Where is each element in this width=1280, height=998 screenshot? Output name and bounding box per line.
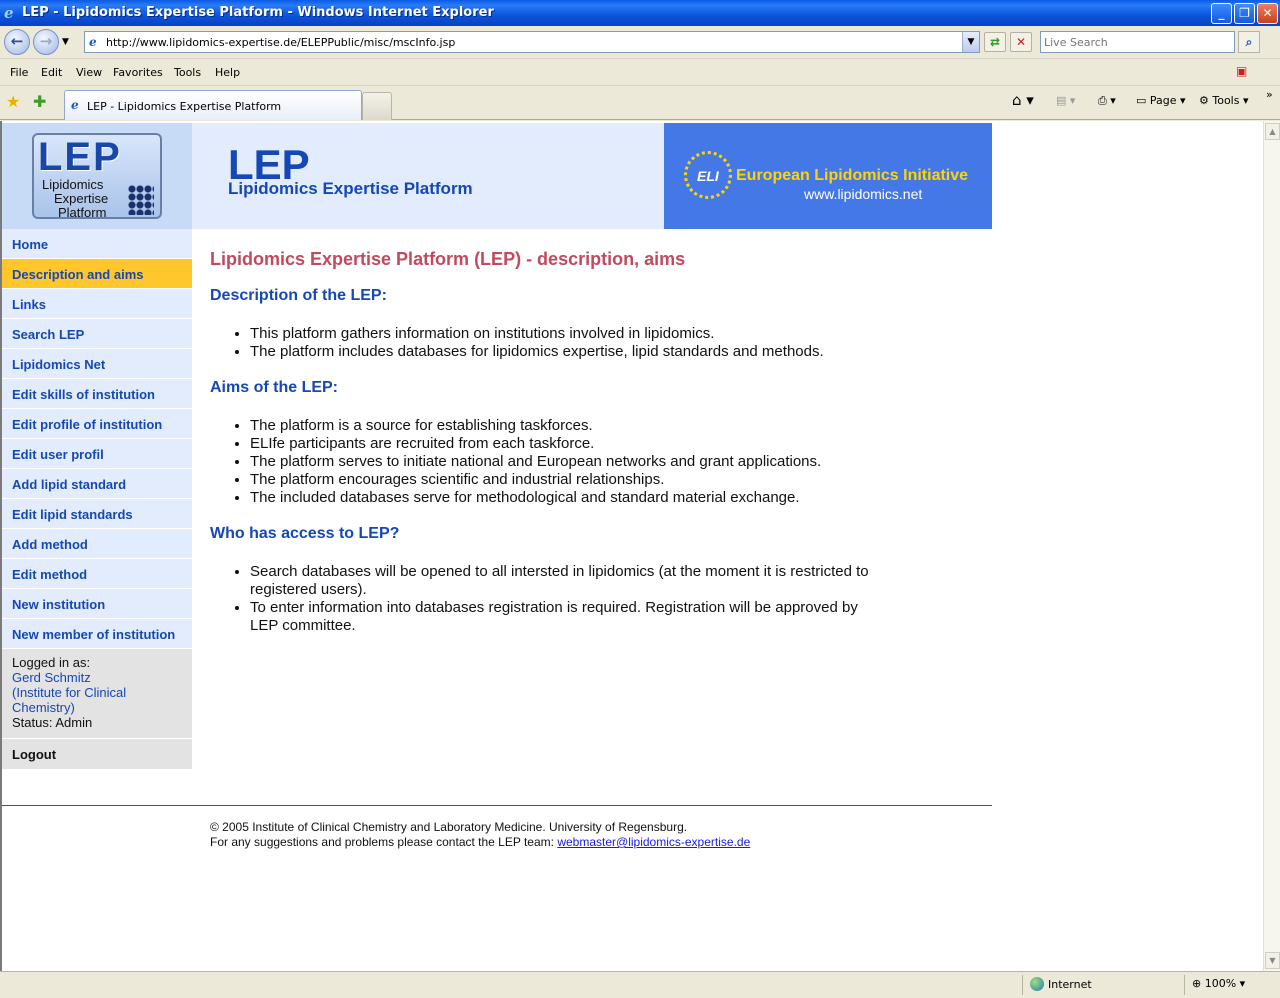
login-label: Logged in as:: [12, 655, 91, 670]
list-item: • The platform includes databases for lipidomics expertise, lipid standards and methods.: [250, 343, 890, 361]
sidebar-item-links[interactable]: Links: [2, 289, 192, 319]
window-title-bar: [0, 0, 1280, 26]
list-item: • The included databases serve for methodological and standard material exchange.: [250, 489, 890, 507]
status-separator: [1184, 975, 1185, 995]
sidebar-item-description-and-aims[interactable]: Description and aims: [2, 259, 192, 289]
sidebar-item-new-member[interactable]: New member of institution: [2, 619, 192, 649]
sidebar-item-home[interactable]: Home: [2, 229, 192, 259]
logout-link[interactable]: Logout: [2, 739, 192, 769]
menu-tools[interactable]: Tools: [174, 66, 202, 79]
sidebar-item-edit-user-profil[interactable]: Edit user profil: [2, 439, 192, 469]
toolbar-overflow-icon[interactable]: »: [1266, 88, 1273, 101]
logo-line3: Platform: [58, 205, 107, 220]
sidebar-item-edit-lipid-standards[interactable]: Edit lipid standards: [2, 499, 192, 529]
sidebar-item-edit-method[interactable]: Edit method: [2, 559, 192, 589]
menu-view[interactable]: View: [76, 66, 103, 79]
internet-globe-icon: [1030, 977, 1044, 991]
close-button[interactable]: ✕: [1257, 3, 1278, 24]
sidebar-item-new-institution[interactable]: New institution: [2, 589, 192, 619]
sidebar-item-lipidomics-net[interactable]: Lipidomics Net: [2, 349, 192, 379]
address-dropdown-icon[interactable]: ▼: [962, 32, 979, 52]
list-item: • This platform gathers information on institutions involved in lipidomics.: [250, 325, 890, 343]
section-heading-aims: Aims of the LEP:: [210, 379, 339, 396]
eli-emblem-text: ELI: [697, 168, 719, 184]
favorites-star-icon[interactable]: ★: [6, 92, 21, 111]
login-institute-line2[interactable]: Chemistry): [12, 700, 75, 715]
sidebar-item-search-lep[interactable]: Search LEP: [2, 319, 192, 349]
address-field[interactable]: [84, 31, 980, 53]
footer-contact-text: For any suggestions and problems please contact the LEP team:: [210, 835, 554, 849]
menu-bar: [0, 60, 1280, 86]
print-icon[interactable]: ⎙ ▾: [1098, 94, 1116, 107]
feeds-icon[interactable]: ▤ ▾: [1056, 94, 1076, 107]
lipid-molecules-icon: [128, 185, 154, 215]
recent-pages-dropdown-icon[interactable]: ▼: [62, 37, 69, 47]
page-menu-label: Page: [1149, 94, 1177, 107]
page-icon: e: [89, 35, 97, 49]
tab-active[interactable]: [64, 90, 362, 120]
login-status: Status: Admin: [12, 715, 93, 730]
back-arrow-icon: ←: [10, 32, 24, 50]
maximize-button[interactable]: ❐: [1234, 3, 1255, 24]
eli-url: www.lipidomics.net: [804, 186, 923, 202]
sidebar-item-add-method[interactable]: Add method: [2, 529, 192, 559]
page-menu-button[interactable]: ▭ Page ▾: [1136, 94, 1186, 107]
window-title: LEP - Lipidomics Expertise Platform - Windows Internet Explorer: [22, 5, 494, 20]
login-info: [2, 649, 192, 739]
sidebar-item-edit-profile-institution[interactable]: Edit profile of institution: [2, 409, 192, 439]
refresh-button[interactable]: [984, 32, 1006, 52]
eli-stars-emblem-icon: [684, 151, 732, 199]
lep-logo[interactable]: [32, 133, 162, 219]
new-tab-button[interactable]: [362, 92, 392, 120]
forward-button[interactable]: [33, 29, 59, 55]
header-title: LEP: [228, 141, 310, 188]
footer-email-link[interactable]: webmaster@lipidomics-expertise.de: [557, 835, 751, 849]
add-favorite-icon[interactable]: ✚: [33, 92, 47, 111]
page-title: Lipidomics Expertise Platform (LEP) - description, aims: [210, 249, 686, 269]
header-logo-panel: [2, 123, 192, 229]
description-list: [250, 325, 890, 361]
tab-page-icon: e: [71, 98, 79, 112]
list-item: • The platform is a source for establishing taskforces.: [250, 417, 890, 435]
logo-line1: Lipidomics: [42, 177, 104, 192]
refresh-icon: ⇄: [989, 35, 1001, 49]
status-separator: [1022, 975, 1023, 995]
url-text[interactable]: http://www.lipidomics-expertise.de/ELEPPublic/misc/mscInfo.jsp: [106, 36, 456, 49]
logo-line2: Expertise: [54, 191, 109, 206]
forward-arrow-icon: →: [39, 32, 53, 50]
aims-list: [250, 417, 890, 507]
stop-button[interactable]: [1010, 32, 1032, 52]
home-icon[interactable]: ⌂ ▾: [1012, 91, 1034, 109]
address-bar-row: [0, 26, 1280, 59]
search-input[interactable]: [1041, 32, 1234, 52]
list-item: • To enter information into databases registration is required. Registration will be approved by LEP committee.: [250, 599, 890, 635]
footer-divider: [2, 805, 992, 806]
scroll-up-icon[interactable]: ▲: [1265, 123, 1280, 140]
minimize-button[interactable]: _: [1211, 3, 1232, 24]
zoom-level[interactable]: ⊕ 100% ▾: [1192, 977, 1246, 990]
zoom-icon: ⊕: [1192, 977, 1205, 990]
search-box[interactable]: [1040, 31, 1235, 53]
login-user-name[interactable]: Gerd Schmitz: [12, 670, 91, 685]
zoom-label: 100%: [1204, 977, 1237, 990]
eli-title: European Lipidomics Initiative: [736, 167, 969, 184]
menu-favorites[interactable]: Favorites: [113, 66, 163, 79]
page-viewport: [0, 121, 1263, 971]
tab-label[interactable]: LEP - Lipidomics Expertise Platform: [87, 100, 282, 113]
search-icon: ⌕: [1245, 35, 1253, 49]
footer-contact: [210, 835, 750, 850]
tools-menu-label: Tools: [1212, 94, 1240, 107]
menu-help[interactable]: Help: [215, 66, 241, 79]
menu-edit[interactable]: Edit: [41, 66, 63, 79]
back-button[interactable]: [4, 29, 30, 55]
scroll-down-icon[interactable]: ▼: [1265, 952, 1280, 969]
list-item: • The platform serves to initiate national and European networks and grant applications.: [250, 453, 890, 471]
list-item: • The platform encourages scientific and industrial relationships.: [250, 471, 890, 489]
login-institute-line1[interactable]: (Institute for Clinical: [12, 685, 127, 700]
logo-lep-text: LEP: [38, 135, 122, 179]
footer-copyright: © 2005 Institute of Clinical Chemistry and Laboratory Medicine. University of Regensburg.: [210, 820, 688, 834]
eli-banner[interactable]: [664, 123, 992, 229]
access-list: [250, 563, 890, 635]
sidebar-item-edit-skills[interactable]: Edit skills of institution: [2, 379, 192, 409]
vertical-scrollbar[interactable]: [1263, 121, 1280, 971]
tools-menu-button[interactable]: ⚙ Tools ▾: [1199, 94, 1249, 107]
security-zone-label: Internet: [1048, 978, 1092, 991]
section-heading-access: Who has access to LEP?: [210, 525, 400, 542]
list-item: • ELIfe participants are recruited from each taskforce.: [250, 435, 890, 453]
sidebar-item-add-lipid-standard[interactable]: Add lipid standard: [2, 469, 192, 499]
list-item: • Search databases will be opened to all intersted in lipidomics (at the moment it is restricted to registered users).: [250, 563, 890, 599]
internet-explorer-icon: e: [4, 4, 14, 22]
section-heading-description: Description of the LEP:: [210, 287, 387, 304]
search-button[interactable]: [1238, 31, 1260, 53]
header-title-panel: [192, 123, 664, 229]
header-subtitle: Lipidomics Expertise Platform: [228, 179, 473, 198]
stop-icon: ✕: [1015, 35, 1027, 49]
menu-file[interactable]: File: [10, 66, 29, 79]
footer: [210, 820, 750, 850]
status-bar: [0, 971, 1280, 998]
security-zone[interactable]: [1030, 977, 1092, 991]
pdf-icon[interactable]: ▣: [1236, 64, 1248, 78]
sidebar-nav: [2, 229, 192, 769]
tab-bar: [0, 86, 1280, 120]
